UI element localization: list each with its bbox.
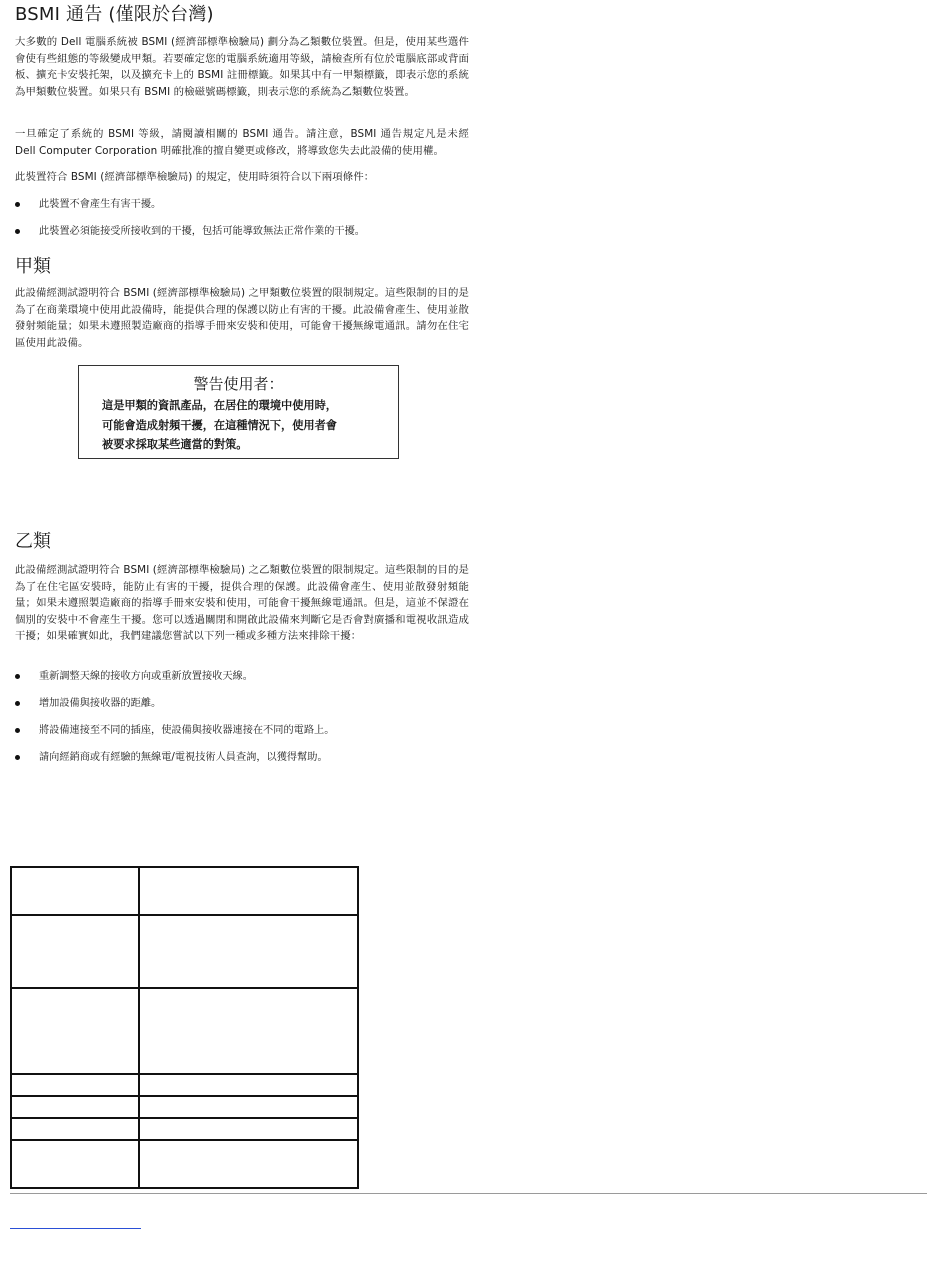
- warning-line: 被要求採取某些適當的對策。: [102, 437, 248, 451]
- table-row: [11, 988, 358, 1074]
- table-cell: [139, 1074, 358, 1096]
- bullet-icon: [15, 229, 20, 234]
- table-cell: [139, 988, 358, 1074]
- empty-table: [10, 866, 359, 1189]
- bullet-icon: [15, 674, 20, 679]
- warning-line: 可能會造成射頻干擾，在這種情況下，使用者會: [102, 418, 337, 432]
- table-row: [11, 915, 358, 988]
- table-cell: [139, 867, 358, 915]
- table-row: [11, 1074, 358, 1096]
- warning-line: 這是甲類的資訊產品，在居住的環境中使用時，: [102, 398, 337, 412]
- table-row: [11, 1096, 358, 1118]
- intro-paragraph: 大多數的 Dell 電腦系統被 BSMI (經濟部標準檢驗局) 劃分為乙類數位裝置。但是，使用某些選件會使有些組態的等級變成甲類。若要確定您的電腦系統適用等級，請檢查所有位於電腦底部或背面板、擴充卡安裝托架，以及擴充卡上的 BSMI 註冊標籤。如果其中有一甲類標籤，即表示您的系統為甲類數位裝置。如果只有 BSMI 的檢磁號碼標籤，則表示您的系統為乙類數位裝置。: [15, 36, 469, 98]
- remedies-list: [15, 670, 475, 778]
- list-item: 此裝置必須能接受所接收到的干擾，包括可能導致無法正常作業的干擾。: [15, 225, 475, 252]
- table-row: [11, 1118, 358, 1140]
- table-cell: [11, 1118, 139, 1140]
- table-cell: [11, 1096, 139, 1118]
- list-item: 此裝置不會產生有害干擾。: [15, 198, 475, 225]
- class-b-heading: 乙類: [15, 531, 51, 552]
- class-a-heading: 甲類: [15, 256, 51, 277]
- table-cell: [11, 915, 139, 988]
- table-cell: [139, 1118, 358, 1140]
- list-item: 重新調整天線的接收方向或重新放置接收天線。: [15, 670, 475, 697]
- bullet-icon: [15, 755, 20, 760]
- warning-box: [78, 365, 399, 459]
- table-cell: [11, 1140, 139, 1188]
- class-a-paragraph: 此設備經測試證明符合 BSMI (經濟部標準檢驗局) 之甲類數位裝置的限制規定。這些限制的目的是為了在商業環境中使用此設備時，能提供合理的保護以防止有害的干擾。此設備會產生、使用並散發射頻能量；如果未遵照製造廠商的指導手冊來安裝和使用，可能會干擾無線電通訊。請勿在住宅區使用此設備。: [15, 287, 469, 349]
- bullet-icon: [15, 202, 20, 207]
- table-cell: [139, 915, 358, 988]
- divider: [10, 1193, 927, 1194]
- table-cell: [139, 1096, 358, 1118]
- bullet-icon: [15, 701, 20, 706]
- list-item: 將設備連接至不同的插座，使設備與接收器連接在不同的電路上。: [15, 724, 475, 751]
- table-cell: [11, 867, 139, 915]
- table-row: [11, 867, 358, 915]
- list-item: 請向經銷商或有經驗的無線電/電視技術人員查詢，以獲得幫助。: [15, 751, 475, 778]
- table-cell: [11, 988, 139, 1074]
- conditions-intro: 此裝置符合 BSMI (經濟部標準檢驗局) 的規定，使用時須符合以下兩項條件：: [15, 171, 375, 183]
- notice-paragraph: 一旦確定了系統的 BSMI 等級，請閱讀相關的 BSMI 通告。請注意，BSMI 通告規定凡是未經 Dell Computer Corporation 明確批准的擅自變更或修改，將導致您失去此設備的使用權。: [15, 128, 469, 157]
- table-cell: [139, 1140, 358, 1188]
- table-row: [11, 1140, 358, 1188]
- class-b-paragraph: 此設備經測試證明符合 BSMI (經濟部標準檢驗局) 之乙類數位裝置的限制規定。這些限制的目的是為了在住宅區安裝時，能防止有害的干擾，提供合理的保護。此設備會產生、使用並散發射頻能量；如果未遵照製造廠商的指導手冊來安裝和使用，可能會干擾無線電通訊。但是，這並不保證在個別的安裝中不會產生干擾。您可以透過關閉和開啟此設備來判斷它是否會對廣播和電視收訊造成干擾；如果確實如此，我們建議您嘗試以下列一種或多種方法來排除干擾：: [15, 564, 469, 643]
- back-to-contents-link[interactable]: [10, 1228, 141, 1229]
- conditions-list: [15, 198, 475, 252]
- bullet-icon: [15, 728, 20, 733]
- table-cell: [11, 1074, 139, 1096]
- warning-title: 警告使用者：: [193, 375, 284, 393]
- list-item: 增加設備與接收器的距離。: [15, 697, 475, 724]
- page-title: BSMI 通告 (僅限於台灣): [15, 4, 214, 25]
